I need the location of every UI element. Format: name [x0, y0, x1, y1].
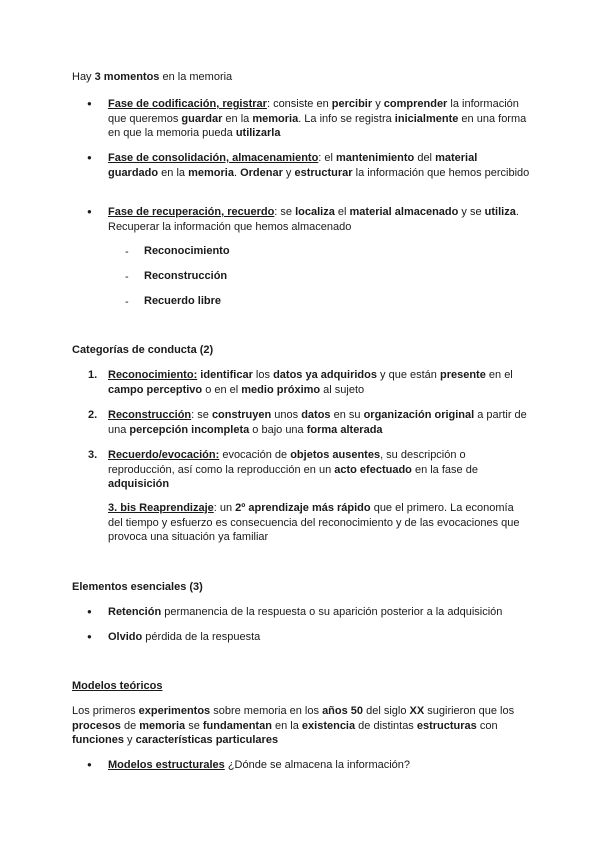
bullet-icon: ●	[87, 607, 92, 616]
categoria-reconstruccion: Reconstrucción: se construyen unos datos en su organización original a partir de una percepción incompleta o bajo una forma alterada	[108, 409, 527, 436]
modelos-heading: Modelos teóricos	[72, 680, 163, 692]
list-number: 2.	[88, 409, 98, 421]
momento-codificacion: Fase de codificación, registrar: consiste en percibir y comprender la información que queremos guardar en la memoria. La info se registra inicialmente en una forma en que la memoria pueda utilizarla	[108, 98, 527, 140]
elemento-retencion: Retención permanencia de la respuesta o su aparición posterior a la adquisición	[108, 606, 503, 618]
dash-marker: -	[125, 246, 129, 258]
bullet-icon: ●	[87, 632, 92, 641]
categoria-bis-reaprendizaje: 3. bis Reaprendizaje: un 2º aprendizaje más rápido que el primero. La economía del tiempo y esfuerzo es consecuencia del reconocimiento y de las evocaciones que provoca una situación ya familiar	[108, 502, 520, 544]
bullet-icon: ●	[87, 760, 92, 769]
dash-marker: -	[125, 271, 129, 283]
bullet-icon: ●	[87, 153, 92, 162]
modelo-estructural: Modelos estructurales ¿Dónde se almacena la información?	[108, 759, 411, 771]
elemento-olvido: Olvido pérdida de la respuesta	[108, 631, 261, 643]
intro-line: Hay 3 momentos en la memoria	[72, 71, 233, 83]
categoria-reconocimiento: Reconocimiento: identificar los datos ya adquiridos y que están presente en el campo perceptivo o en el medio próximo al sujeto	[108, 369, 513, 396]
momento-recuperacion: Fase de recuperación, recuerdo: se localiza el material almacenado y se utiliza. Recuperar la información que hemos almacenado	[108, 206, 519, 233]
bullet-icon: ●	[87, 207, 92, 216]
dash-marker: -	[125, 296, 129, 308]
sub-item-reconocimiento: Reconocimiento	[144, 245, 230, 257]
categoria-recuerdo-evocacion: Recuerdo/evocación: evocación de objetos ausentes, su descripción o reproducción, así como la reproducción en un acto efectuado en la fase de adquisición	[108, 449, 478, 491]
sub-item-recuerdo-libre: Recuerdo libre	[144, 295, 222, 307]
momento-consolidacion: Fase de consolidación, almacenamiento: el mantenimiento del material guardado en la memoria. Ordenar y estructurar la información que hemos percibido	[108, 152, 530, 179]
categorias-heading: Categorías de conducta (2)	[72, 344, 214, 356]
elementos-heading: Elementos esenciales (3)	[72, 581, 203, 593]
list-number: 3.	[88, 449, 98, 461]
list-number: 1.	[88, 369, 98, 381]
modelos-paragraph: Los primeros experimentos sobre memoria en los años 50 del siglo XX sugirieron que los procesos de memoria se fundamentan en la existencia de distintas estructuras con funciones y características particulares	[72, 705, 515, 747]
sub-item-reconstruccion: Reconstrucción	[144, 270, 228, 282]
bullet-icon: ●	[87, 99, 92, 108]
